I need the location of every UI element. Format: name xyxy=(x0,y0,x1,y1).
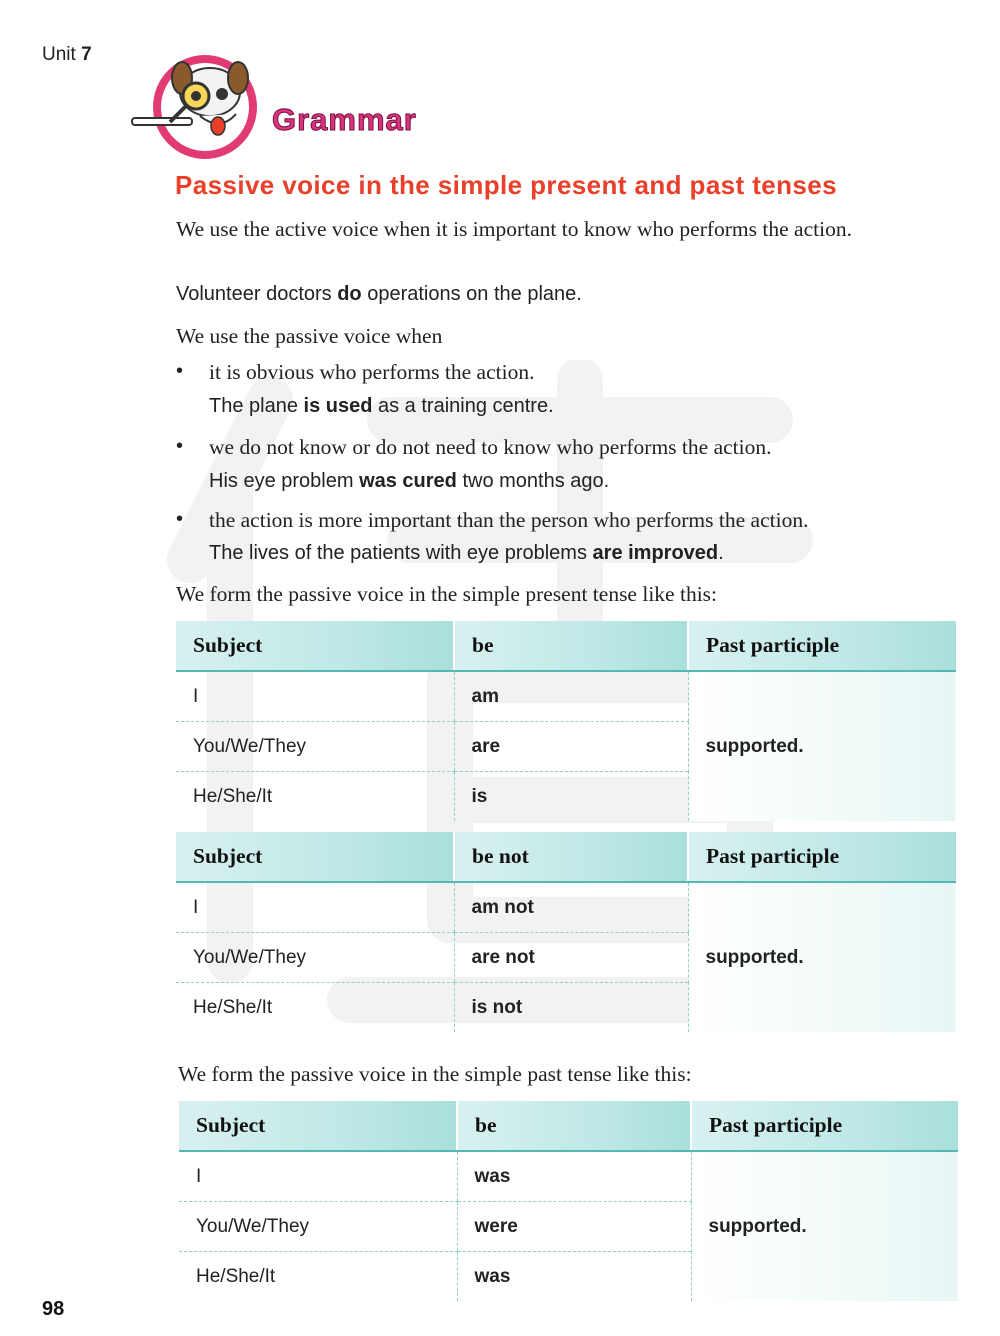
subject-cell: I xyxy=(176,671,454,722)
bullet-dot-icon: • xyxy=(176,360,184,382)
be-not-cell: are not xyxy=(454,933,688,983)
subject-cell: You/We/They xyxy=(176,933,454,983)
subject-cell: You/We/They xyxy=(176,722,454,772)
be-cell: are xyxy=(454,722,688,772)
subject-cell: I xyxy=(176,882,454,933)
table-row xyxy=(179,1151,958,1202)
active-voice-example: Volunteer doctors do operations on the plane. xyxy=(176,283,582,305)
subject-cell: He/She/It xyxy=(196,1265,276,1287)
bullet-text: we do not know or do not need to know who performs the action. xyxy=(209,435,772,459)
table-header-row xyxy=(176,621,956,671)
bullet-text: it is obvious who performs the action. xyxy=(209,360,535,384)
header-past-participle: Past participle xyxy=(688,832,956,882)
past-tense-intro: We form the passive voice in the simple past tense like this: xyxy=(178,1062,692,1086)
bullet-text: the action is more important than the person who performs the action. xyxy=(209,508,809,532)
header-be: be xyxy=(457,1101,691,1151)
header-subject: Subject xyxy=(179,1101,457,1151)
header-be-not: be not xyxy=(454,832,688,882)
subject-cell: You/We/They xyxy=(179,1202,457,1252)
table-header-row xyxy=(176,832,956,882)
active-voice-paragraph: We use the active voice when it is important to know who performs the action. xyxy=(176,217,852,241)
header-subject: Subject xyxy=(176,621,454,671)
header-past-participle: Past participle xyxy=(691,1101,958,1151)
dog-detective-mascot-icon xyxy=(130,52,270,162)
be-cell: were xyxy=(457,1202,691,1252)
present-passive-table xyxy=(176,621,956,821)
present-passive-negative-table xyxy=(176,832,956,1032)
past-passive-table xyxy=(179,1101,958,1301)
subject-cell: He/She/It xyxy=(193,785,273,807)
be-not-cell: is not xyxy=(454,983,688,1033)
bullet-dot-icon: • xyxy=(176,435,184,457)
table-row xyxy=(176,882,956,933)
participle-cell: supported. xyxy=(688,882,956,1032)
unit-label: Unit 7 xyxy=(42,44,92,65)
subject-cell: He/She/It xyxy=(193,996,273,1018)
bullet-example: The lives of the patients with eye problems are improved. xyxy=(209,542,724,564)
page-number: 98 xyxy=(42,1298,65,1320)
be-cell: am xyxy=(454,671,688,722)
be-cell: was xyxy=(457,1252,691,1302)
bullet-example: The plane is used as a training centre. xyxy=(209,395,554,417)
table-header-row xyxy=(179,1101,958,1151)
lesson-title: Passive voice in the simple present and past tenses xyxy=(175,170,837,200)
header-subject: Subject xyxy=(176,832,454,882)
bullet-dot-icon: • xyxy=(176,508,184,530)
be-cell: is xyxy=(454,772,688,822)
subject-cell: I xyxy=(179,1151,457,1202)
passive-voice-intro: We use the passive voice when xyxy=(176,324,443,348)
section-title: Grammar xyxy=(272,102,417,137)
bullet-example: His eye problem was cured two months ago. xyxy=(209,470,610,492)
be-cell: was xyxy=(457,1151,691,1202)
be-not-cell: am not xyxy=(454,882,688,933)
participle-cell: supported. xyxy=(691,1151,958,1301)
header-be: be xyxy=(454,621,688,671)
table-row xyxy=(176,671,956,722)
header-past-participle: Past participle xyxy=(688,621,956,671)
present-tense-intro: We form the passive voice in the simple present tense like this: xyxy=(176,582,718,606)
participle-cell: supported. xyxy=(688,671,956,821)
